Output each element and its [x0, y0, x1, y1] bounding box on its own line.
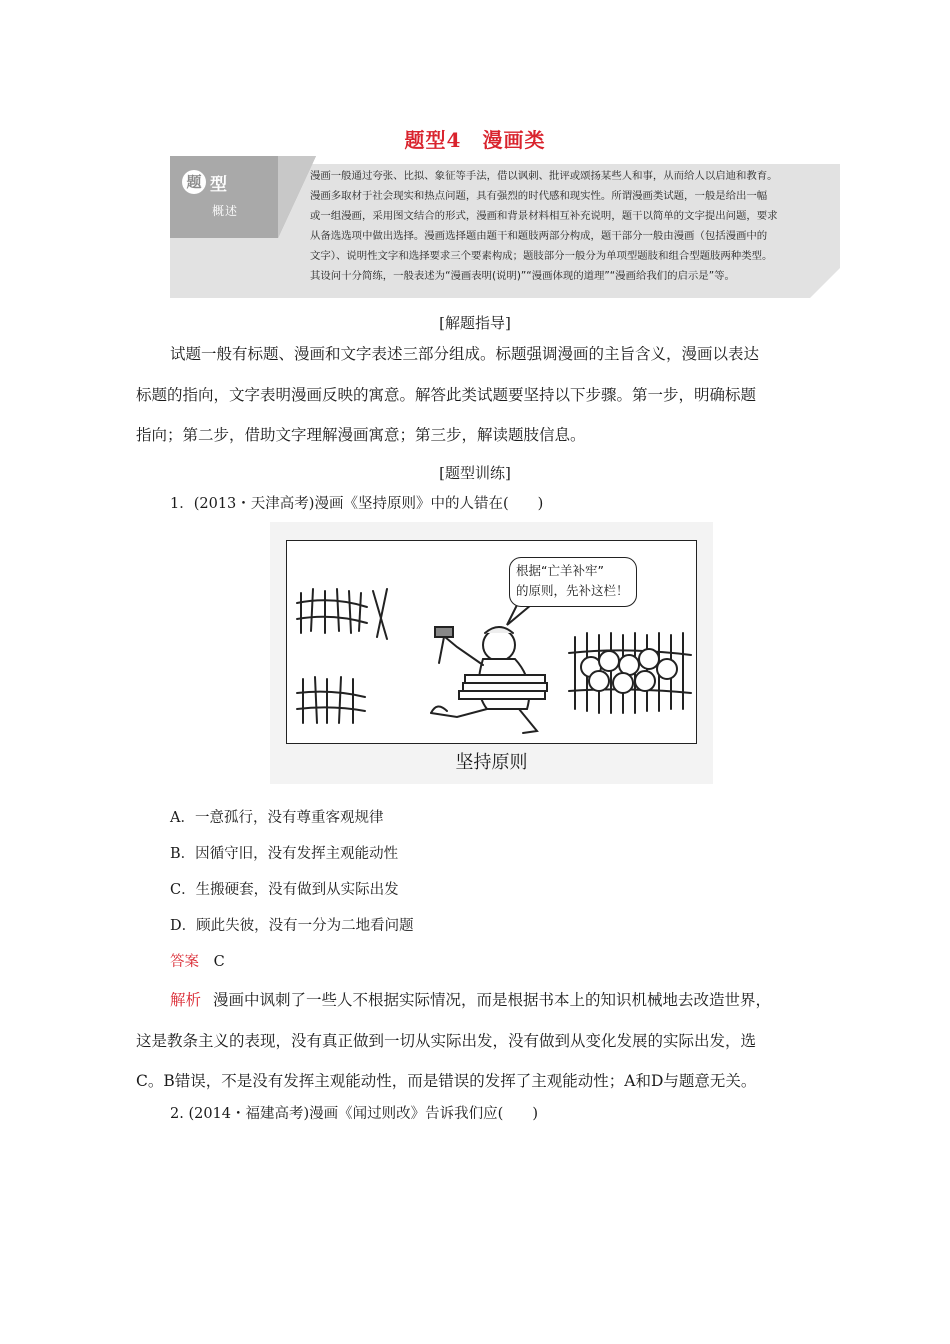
overview-line: 漫画多取材于社会现实和热点问题，具有强烈的时代感和现实性。所谓漫画类试题，一般是给出一幅 [310, 190, 768, 202]
option-a: A．一意孤行，没有尊重客观规律 [170, 810, 384, 826]
speech-bubble-line: 的原则，先补这栏！ [516, 583, 629, 598]
overview-line: 其设问十分简练，一般表述为“漫画表明(说明)”“漫画体现的道理”“漫画给我们的启示是”等。 [310, 270, 735, 282]
answer-row [170, 950, 225, 971]
page-title: 题型4 漫画类 [404, 128, 546, 152]
badge-xing-char: 型 [210, 175, 227, 195]
answer-label: 答案 [170, 954, 199, 970]
option-b: B．因循守旧，没有发挥主观能动性 [170, 846, 399, 862]
speech-bubble [509, 557, 637, 607]
overview-line: 文字）、说明性文字和选择要求三个要素构成；题肢部分一般分为单项型题肢和组合型题肢两种类型。 [310, 250, 773, 262]
analysis-label: 解析 [170, 991, 202, 1009]
analysis-line: C。B错误，不是没有发挥主观能动性，而是错误的发挥了主观能动性；A和D与题意无关。 [136, 1072, 757, 1090]
training-heading: [题型训练] [439, 464, 511, 482]
guide-paragraph [136, 334, 816, 456]
analysis-line: 这是教条主义的表现，没有真正做到一切从实际出发，没有做到从变化发展的实际出发，选 [136, 1031, 757, 1050]
badge-gaishu: 概述 [212, 204, 239, 218]
option-d: D．顾此失彼，没有一分为二地看问题 [170, 918, 414, 934]
overview-line: 漫画一般通过夸张、比拟、象征等手法，借以讽刺、批评或颂扬某些人和事，从而给人以启迪和教育。 [310, 170, 778, 182]
cartoon-image [270, 522, 713, 784]
guide-line: 指向；第二步，借助文字理解漫画寓意；第三步，解读题肢信息。 [136, 426, 586, 444]
overview-box [170, 156, 840, 298]
speech-bubble-line: 根据“亡羊补牢” [516, 563, 604, 578]
guide-line: 标题的指向，文字表明漫画反映的寓意。解答此类试题要坚持以下步骤。第一步，明确标题 [136, 385, 757, 404]
answer-value: C [213, 954, 225, 970]
option-c: C．生搬硬套，没有做到从实际出发 [170, 882, 399, 898]
overview-line: 从备选选项中做出选择。漫画选择题由题干和题肢两部分构成，题干部分一般由漫画（包括漫画中的 [310, 230, 768, 242]
question-2-stem: 2. (2014・福建高考)漫画《闻过则改》告诉我们应( ) [170, 1106, 538, 1122]
badge-ti-char: 题 [182, 170, 206, 194]
guide-line: 试题一般有标题、漫画和文字表述三部分组成。标题强调漫画的主旨含义，漫画以表达 [170, 345, 760, 363]
overview-text [310, 166, 835, 286]
cartoon-caption: 坚持原则 [455, 752, 528, 773]
cartoon-frame [286, 540, 697, 744]
question-1-stem: 1．(2013・天津高考)漫画《坚持原则》中的人错在( ) [170, 496, 544, 512]
analysis-text: 漫画中讽刺了一些人不根据实际情况，而是根据书本上的知识机械地去改造世界， [213, 991, 772, 1009]
analysis-first-line [136, 980, 816, 1021]
overview-line: 或一组漫画，采用图文结合的形式，漫画和背景材料相互补充说明，题干以简单的文字提出问题，要求 [310, 210, 778, 222]
guide-heading: [解题指导] [439, 314, 511, 332]
analysis-paragraph [136, 980, 816, 1102]
